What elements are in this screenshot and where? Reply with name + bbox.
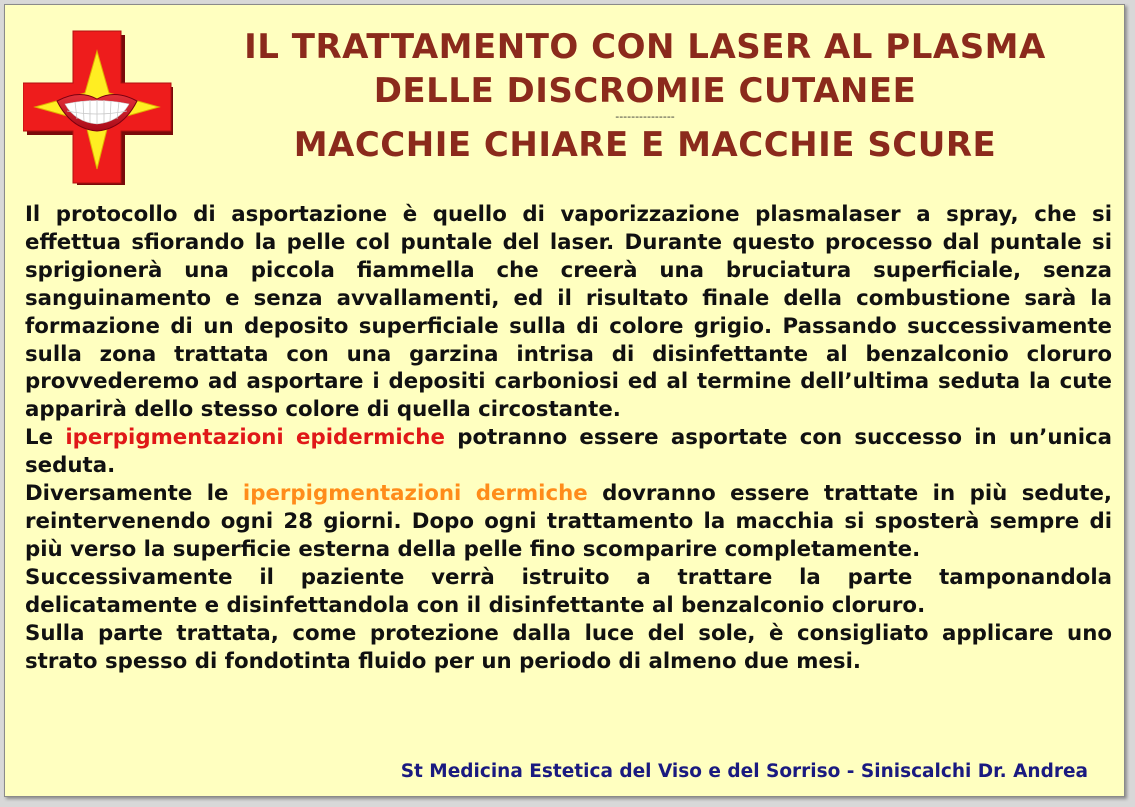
paragraph-epidermal-pre: Le (25, 425, 66, 451)
paragraph-epidermal (25, 424, 1112, 480)
title-divider: --------------- (615, 110, 675, 123)
highlight-epidermal: iperpigmentazioni epidermiche (65, 425, 445, 451)
page-title-line-1: IL TRATTAMENTO CON LASER AL PLASMA (244, 27, 1046, 67)
paragraph-dermal-pre: Diversamente le (25, 481, 243, 507)
body-text (25, 201, 1112, 675)
page-title-line-2: DELLE DISCROMIE CUTANEE (373, 71, 917, 111)
paragraph-dermal-post: dovranno essere trattate in più sedute, reintervenendo ogni 28 giorni. Dopo ogni trattamento la macchia si sposterà sempre di più verso la superficie esterna della pelle fino scomparire completamente. (25, 481, 1112, 562)
paragraph-dermal (25, 480, 1112, 564)
paragraph-aftercare: Successivamente il paziente verrà istruito a trattare la parte tamponandola delicatamente e disinfettandola con il disinfettante al benzalconio cloruro. (25, 564, 1112, 618)
highlight-dermal: iperpigmentazioni dermiche (242, 481, 588, 507)
page-subtitle: MACCHIE CHIARE E MACCHIE SCURE (293, 125, 997, 165)
header (185, 25, 1105, 167)
paragraph-epidermal-post: potranno essere asportate con successo in un’unica seduta. (25, 425, 1113, 479)
red-cross-logo-icon (23, 29, 173, 185)
footer-credit: St Medicina Estetica del Viso e del Sorriso - Siniscalchi Dr. Andrea (400, 761, 1088, 782)
red-cross-with-yellow-star-and-smile-icon (23, 29, 173, 185)
document-page (4, 4, 1125, 797)
paragraph-protocol: Il protocollo di asportazione è quello di vaporizzazione plasmalaser a spray, che si effettua sfiorando la pelle col puntale del laser. Durante questo processo dal puntale si sprigionerà una piccola fiammella che creerà una bruciatura superficiale, senza sanguinamento e senza avvallamenti, ed il risultato finale della combustione sarà la formazione di un deposito superficiale sulla di colore grigio. Passando successivamente sulla zona trattata con una garzina intrisa di disinfettante al benzalconio cloruro provvederemo ad asportare i depositi carboniosi ed al termine dell’ultima seduta la cute apparirà dello stesso colore di quella circostante. (25, 202, 1112, 423)
paragraph-sun-protection: Sulla parte trattata, come protezione dalla luce del sole, è consigliato applicare uno strato spesso di fondotinta fluido per un periodo di almeno due mesi. (25, 620, 1112, 674)
